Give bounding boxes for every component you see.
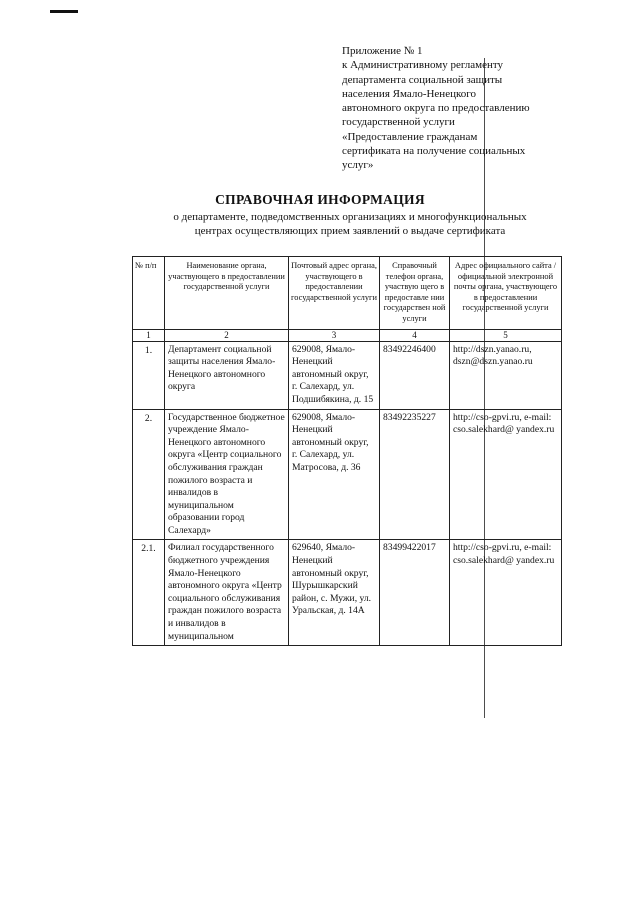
header-num: № п/п	[133, 257, 165, 330]
row-organ-name: Филиал государственного бюджетного учреждения Ямало-Ненецкого автономного округа «Центр социального обслуживания граждан пожилого возраста и инвалидов в муниципальном	[165, 540, 289, 646]
appendix-line: автономного округа по предоставлению	[342, 102, 530, 115]
appendix-block	[342, 44, 572, 173]
table-header-row	[133, 257, 562, 330]
appendix-line: услуг»	[342, 159, 374, 172]
appendix-line: государственной услуги	[342, 116, 455, 129]
row-website: http://cso-gpvi.ru, e-mail: cso.salekhard@ yandex.ru	[450, 409, 562, 540]
column-number: 5	[450, 329, 562, 341]
header-website: Адрес официального сайта /официальной электронной почты органа, участвующего в предоставлении государственной услуги	[450, 257, 562, 330]
table-row	[133, 540, 562, 646]
row-num: 1.	[133, 341, 165, 409]
row-organ-name: Государственное бюджетное учреждение Ямало-Ненецкого автономного округа «Центр социального обслуживания граждан пожилого возраста и инвалидов в муниципальном образовании город Салехард»	[165, 409, 289, 540]
document-title: СПРАВОЧНАЯ ИНФОРМАЦИЯ	[215, 192, 425, 207]
row-num: 2.1.	[133, 540, 165, 646]
appendix-line: Приложение № 1	[342, 45, 423, 57]
row-organ-name: Департамент социальной защиты населения Ямало-Ненецкого автономного округа	[165, 341, 289, 409]
appendix-line: департамента социальной защиты	[342, 73, 503, 86]
appendix-line: «Предоставление гражданам	[342, 130, 478, 143]
row-num: 2.	[133, 409, 165, 540]
appendix-line: сертификата на получение социальных	[342, 145, 526, 158]
header-phone: Справочный телефон органа, участвую щего в предоставле нии государствен ной услуги	[380, 257, 450, 330]
row-address: 629640, Ямало-Ненецкий автономный округ, Шурышкарский район, с. Мужи, ул. Уральская, д. 14А	[289, 540, 380, 646]
column-number: 1	[133, 329, 165, 341]
header-postal-address: Почтовый адрес органа, участвующего в предоставлении государственной услуги	[289, 257, 380, 330]
row-address: 629008, Ямало-Ненецкий автономный округ, г. Салехард, ул. Матросова, д. 36	[289, 409, 380, 540]
row-phone: 83492235227	[380, 409, 450, 540]
subtitle-line: о департаменте, подведомственных организациях и многофункциональных	[173, 211, 527, 223]
column-number: 2	[165, 329, 289, 341]
subtitle-line: центрах осуществляющих прием заявлений о выдаче сертификата	[194, 225, 506, 237]
table-row	[133, 409, 562, 540]
column-numbers-row	[133, 329, 562, 341]
header-organ-name: Наименование органа, участвующего в предоставлении государственной услуги	[165, 257, 289, 330]
row-website: http://dszn.yanao.ru, dszn@dszn.yanao.ru	[450, 341, 562, 409]
document-subtitle	[130, 210, 570, 238]
info-table	[132, 256, 562, 646]
row-phone: 83492246400	[380, 341, 450, 409]
table-row	[133, 341, 562, 409]
column-number: 4	[380, 329, 450, 341]
row-address: 629008, Ямало-Ненецкий автономный округ, г. Салехард, ул. Подшибякина, д. 15	[289, 341, 380, 409]
row-website: http://cso-gpvi.ru, e-mail: cso.salekhard@ yandex.ru	[450, 540, 562, 646]
appendix-line: населения Ямало-Ненецкого	[342, 87, 476, 100]
appendix-line: к Административному регламенту	[342, 59, 504, 72]
column-number: 3	[289, 329, 380, 341]
row-phone: 83499422017	[380, 540, 450, 646]
scan-mark-top	[50, 10, 78, 13]
